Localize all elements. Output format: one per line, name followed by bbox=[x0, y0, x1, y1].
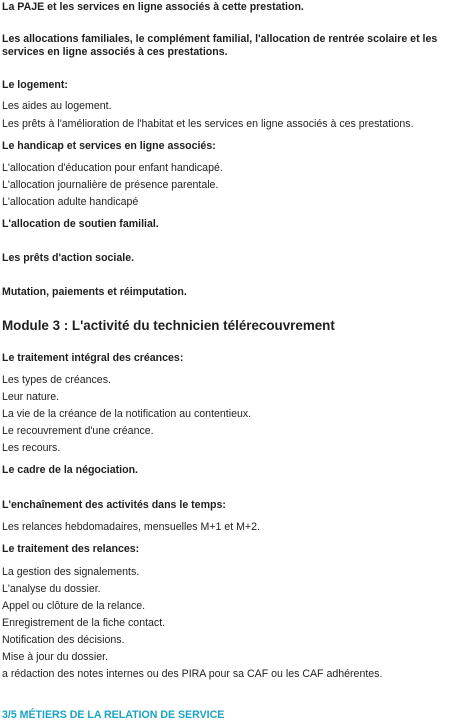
relances-item-5: Notification des décisions. bbox=[2, 634, 125, 646]
relances-item-6: Mise à jour du dossier. bbox=[2, 651, 108, 663]
enchainement-item-1: Les relances hebdomadaires, mensuelles M+1 et M+2. bbox=[2, 521, 260, 533]
relances-item-1: La gestion des signalements. bbox=[2, 566, 140, 578]
creances-heading: Le traitement intégral des créances: bbox=[2, 352, 184, 364]
relances-item-2: L'analyse du dossier. bbox=[2, 583, 101, 595]
logement-item-1: Les aides au logement. bbox=[2, 100, 112, 112]
footer-section-title: 3/5 MÉTIERS DE LA RELATION DE SERVICE bbox=[2, 709, 225, 721]
mutation-line: Mutation, paiements et réimputation. bbox=[2, 286, 187, 298]
module-3-title: Module 3 : L'activité du technicien télérecouvrement bbox=[2, 318, 335, 333]
enchainement-heading: L'enchaînement des activités dans le temps: bbox=[2, 499, 226, 511]
logement-item-2: Les prêts à l'amélioration de l'habitat et les services en ligne associés à ces prestations. bbox=[2, 118, 414, 130]
relances-item-7: a rédaction des notes internes ou des PIRA pour sa CAF ou les CAF adhérentes. bbox=[2, 668, 383, 680]
creances-item-2: Leur nature. bbox=[2, 391, 60, 403]
creances-item-5: Les recours. bbox=[2, 442, 61, 454]
allocations-line: Les allocations familiales, le complément familial, l'allocation de rentrée scolaire et les services en ligne associés à ces prestations. bbox=[2, 33, 438, 58]
relances-item-3: Appel ou clôture de la relance. bbox=[2, 600, 146, 612]
handicap-item-2: L'allocation journalière de présence parentale. bbox=[2, 179, 219, 191]
logement-heading: Le logement: bbox=[2, 79, 68, 91]
creances-item-4: Le recouvrement d'une créance. bbox=[2, 425, 154, 437]
negociation-line: Le cadre de la négociation. bbox=[2, 464, 138, 476]
soutien-familial-line: L'allocation de soutien familial. bbox=[2, 218, 159, 230]
prets-action-sociale-line: Les prêts d'action sociale. bbox=[2, 252, 135, 264]
handicap-item-1: L'allocation d'éducation pour enfant handicapé. bbox=[2, 162, 223, 174]
handicap-item-3: L'allocation adulte handicapé bbox=[2, 196, 139, 208]
relances-item-4: Enregistrement de la fiche contact. bbox=[2, 617, 166, 629]
relances-heading: Le traitement des relances: bbox=[2, 543, 140, 555]
handicap-heading: Le handicap et services en ligne associés: bbox=[2, 140, 216, 152]
paje-line: La PAJE et les services en ligne associés à cette prestation. bbox=[2, 1, 304, 13]
creances-item-3: La vie de la créance de la notification au contentieux. bbox=[2, 408, 252, 420]
creances-item-1: Les types de créances. bbox=[2, 374, 111, 386]
